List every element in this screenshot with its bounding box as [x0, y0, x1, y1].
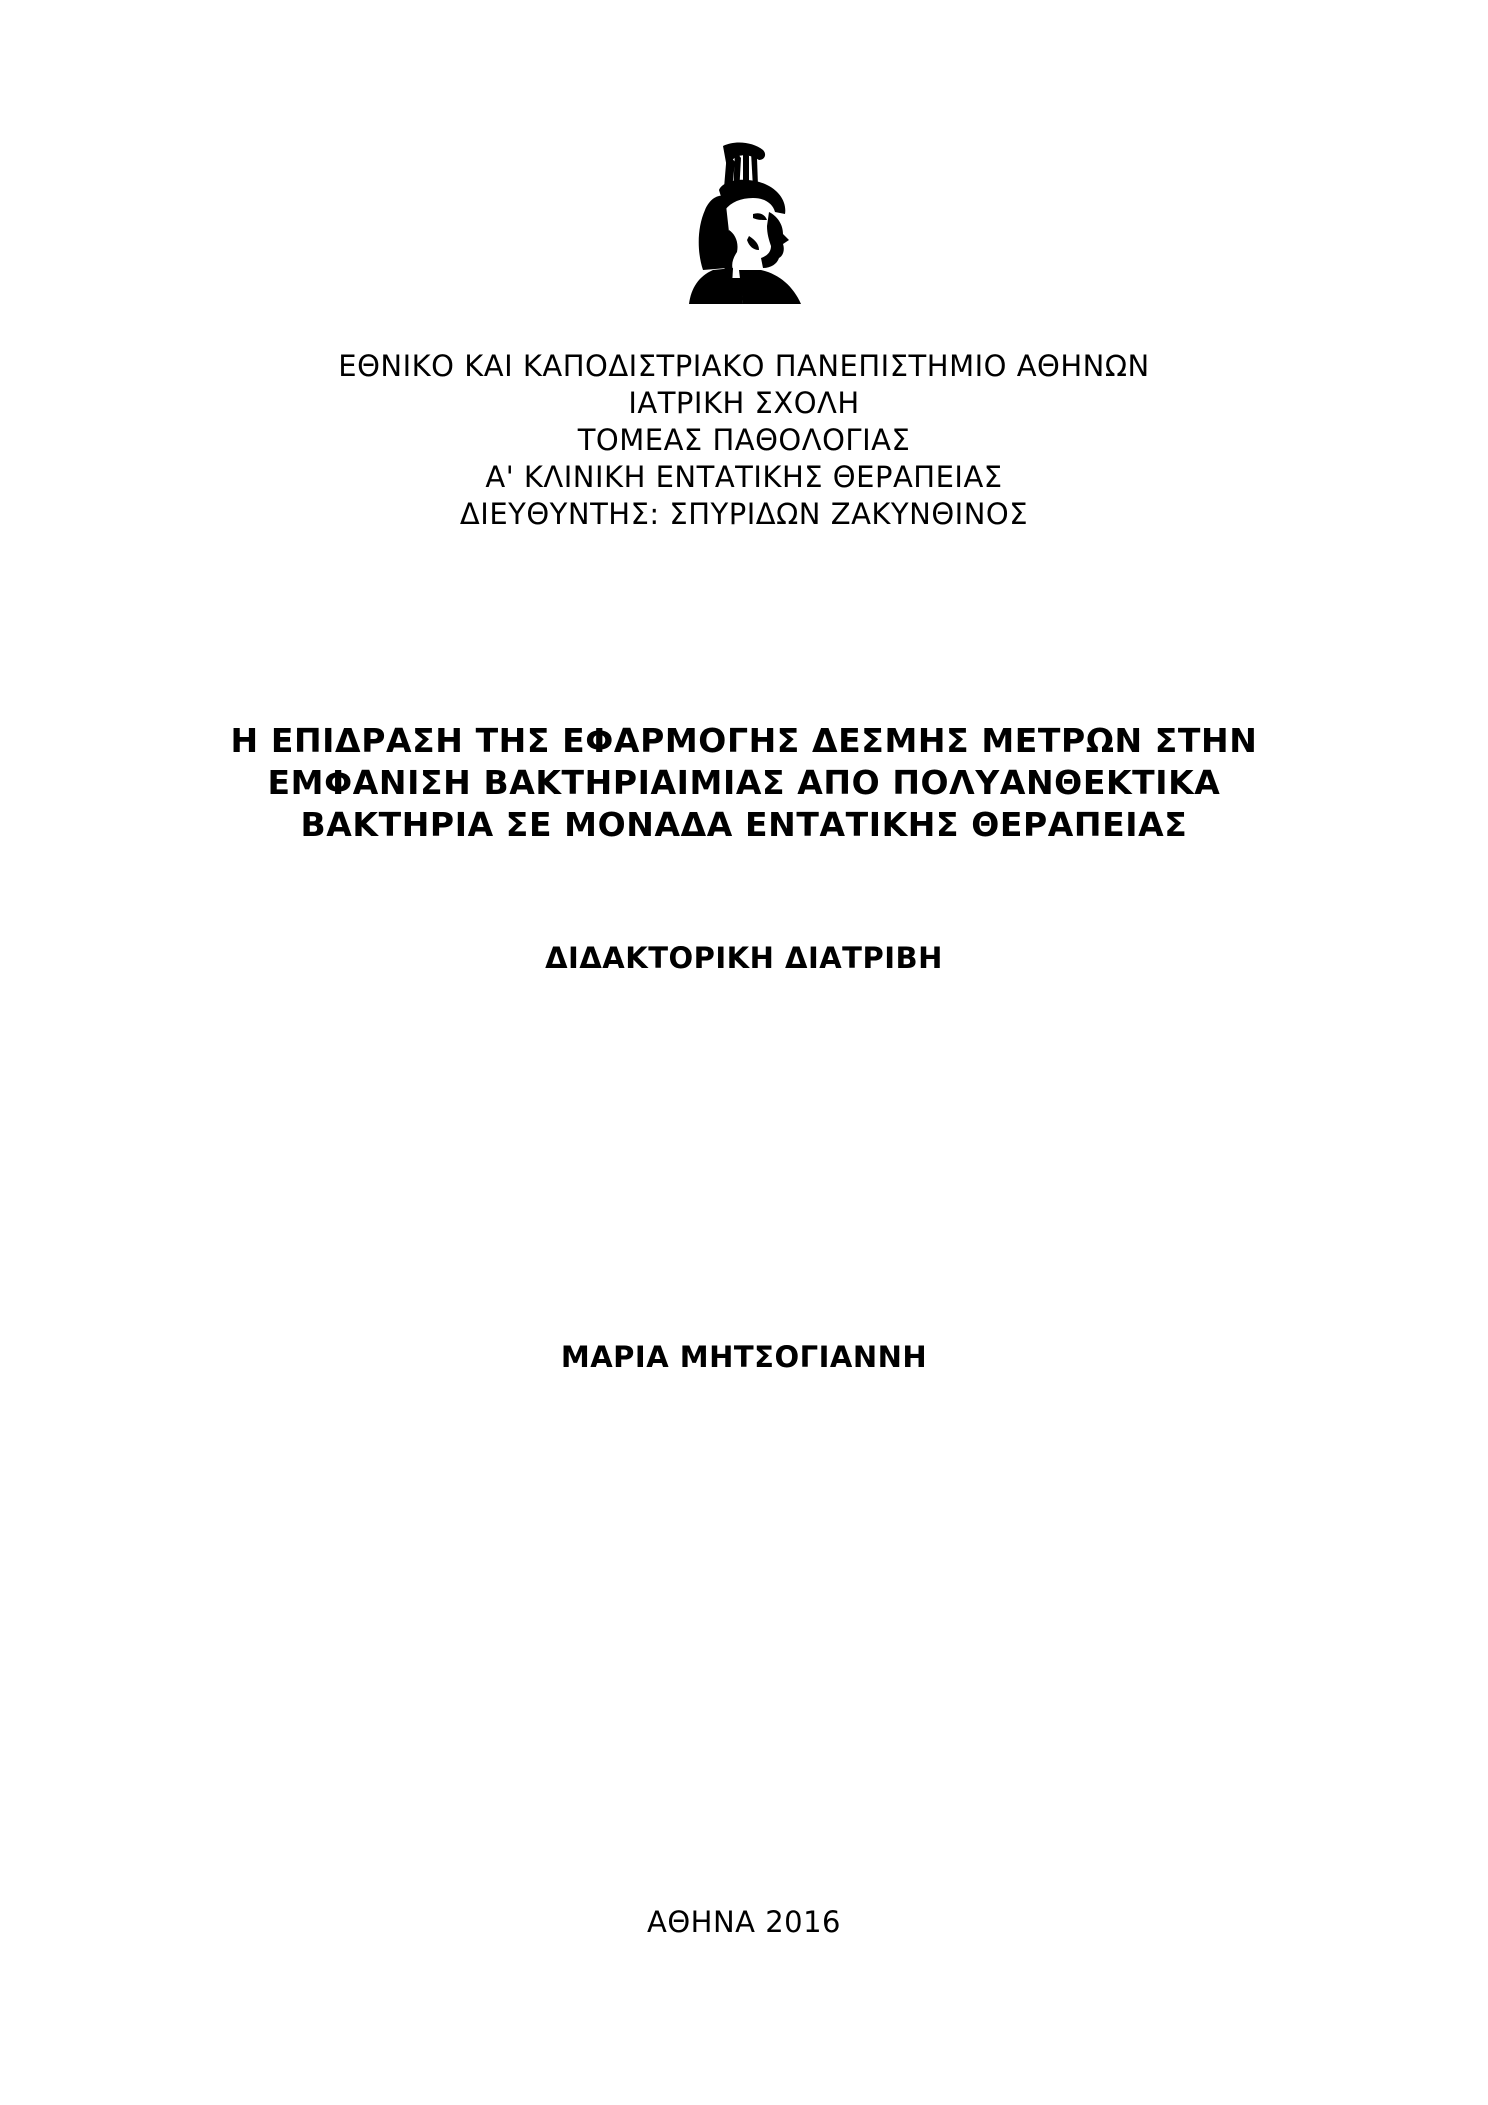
thesis-title-line: Η ΕΠΙΔΡΑΣΗ ΤΗΣ ΕΦΑΡΜΟΓΗΣ ΔΕΣΜΗΣ ΜΕΤΡΩΝ ΣΤΗΝ	[230, 721, 1258, 760]
document-type: ΔΙΔΑΚΤΟΡΙΚΗ ΔΙΑΤΡΙΒΗ	[545, 941, 943, 975]
athena-head-logo-icon	[683, 140, 807, 304]
institution-block	[0, 348, 1488, 533]
institution-line-clinic: Α' ΚΛΙΝΙΚΗ ΕΝΤΑΤΙΚΗΣ ΘΕΡΑΠΕΙΑΣ	[485, 460, 1003, 494]
thesis-title-line: ΒΑΚΤΗΡΙΑ ΣΕ ΜΟΝΑΔΑ ΕΝΤΑΤΙΚΗΣ ΘΕΡΑΠΕΙΑΣ	[300, 805, 1188, 844]
thesis-title-line: ΕΜΦΑΝΙΣΗ ΒΑΚΤΗΡΙΑΙΜΙΑΣ ΑΠΟ ΠΟΛΥΑΝΘΕΚΤΙΚΑ	[267, 763, 1221, 802]
institution-line-university: ΕΘΝΙΚΟ ΚΑΙ ΚΑΠΟΔΙΣΤΡΙΑΚΟ ΠΑΝΕΠΙΣΤΗΜΙΟ ΑΘΗΝΩΝ	[338, 349, 1150, 383]
author-name: ΜΑΡΙΑ ΜΗΤΣΟΓΙΑΝΝΗ	[560, 1340, 928, 1374]
thesis-title	[0, 720, 1488, 846]
institution-line-school: ΙΑΤΡΙΚΗ ΣΧΟΛΗ	[628, 386, 860, 420]
institution-line-director: ΔΙΕΥΘΥΝΤΗΣ: ΣΠΥΡΙΔΩΝ ΖΑΚΥΝΘΙΝΟΣ	[459, 497, 1029, 531]
place-and-year: ΑΘΗΝΑ 2016	[646, 1905, 842, 1939]
institution-line-department: ΤΟΜΕΑΣ ΠΑΘΟΛΟΓΙΑΣ	[577, 423, 911, 457]
